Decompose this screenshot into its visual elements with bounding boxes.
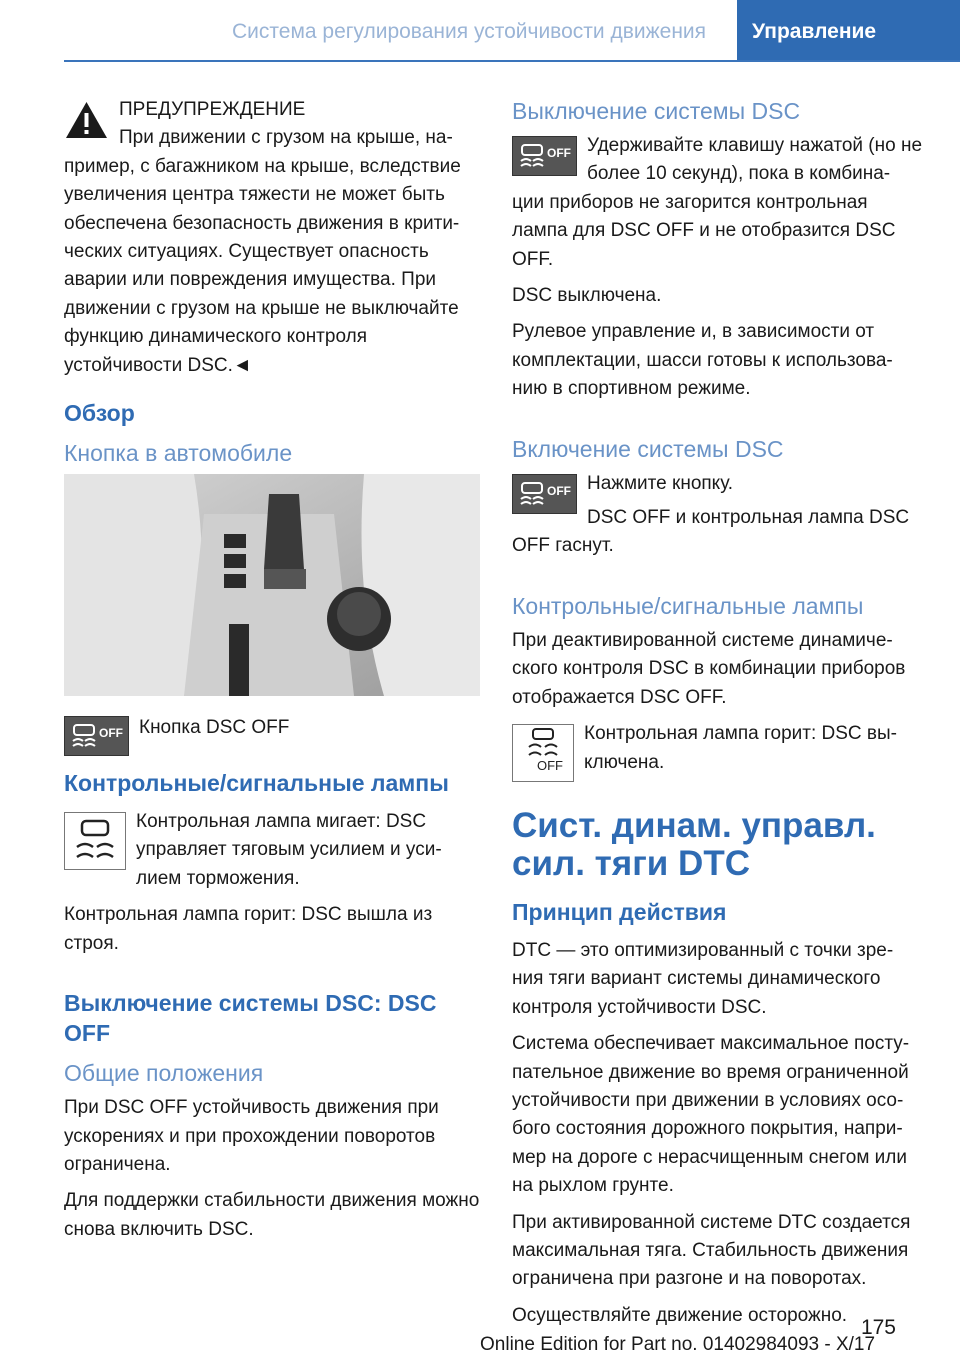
left-column [64, 96, 480, 1252]
off-instructions-row [512, 132, 924, 189]
warning-title: ПРЕДУПРЕЖДЕНИЕ [119, 99, 306, 120]
warning-text: пример, с багажником на крыше, вследствие увеличения центра тяжести не может быть обеспечена безопасность движения в крити-ческих ситуациях. Существует опасность аварии или повреждения имущества. При движении с грузом на крыше не выключайте функцию динамического контроля устойчивости DSC.◄ [64, 155, 461, 376]
lamps-right-text: При деактивированной системе динамиче-ского контроля DSC в комбинации приборов отображается DSC OFF. [512, 629, 906, 708]
lamp-on-text: Контрольная лампа горит: DSC вышла из строя. [64, 904, 433, 954]
heading-dsc-switch-on: Включение системы DSC [512, 435, 784, 462]
on-instructions-row [512, 470, 924, 569]
lamp-blink-row [64, 808, 480, 901]
dsc-off-icon-label: OFF [547, 483, 571, 498]
dsc-lamp-icon [64, 812, 126, 870]
dsc-off-lamp-icon [512, 724, 574, 782]
heading-overview: Обзор [64, 400, 135, 427]
dtc-text-4: Осуществляйте движение осторожно. [512, 1304, 848, 1326]
footer-edition: Online Edition for Part no. 01402984093 - X/17 [480, 1334, 876, 1355]
lamp-off-text: Контрольная лампа горит: DSC вы-ключена. [584, 723, 897, 773]
header-rule [64, 60, 960, 62]
dsc-off-lamp-label: OFF [537, 758, 563, 774]
button-caption: Кнопка DSC OFF [139, 717, 290, 739]
warning-first-line: При движении с грузом на крыше, на- [119, 127, 453, 149]
dsc-off-button-icon [512, 136, 577, 176]
dsc-off-button-icon [512, 474, 577, 514]
on-instruction-result: DSC OFF и контрольная лампа DSC OFF гаснут. [512, 507, 910, 557]
header-section-title: Система регулирования устойчивости движения [232, 20, 707, 43]
dtc-text-2: Система обеспечивает максимальное посту-пательное движение во время ограниченной устойчивости при движении в условиях осо-бого состояния дорожного покрытия, напри-мер на дороге с нерасчищенным снегом или на рыхлом грунте. [512, 1033, 910, 1197]
heading-lamps-left: Контрольные/сигнальные лампы [64, 770, 449, 797]
lamp-off-row [512, 720, 924, 785]
off-instructions-first: Удерживайте клавишу нажатой (но не более 10 секунд), пока в комбина- [587, 135, 923, 185]
heading-principle: Принцип действия [512, 898, 727, 925]
warning-block [64, 96, 480, 153]
lamp-blink-text: Контрольная лампа мигает: DSC управляет тяговым усилием и уси-лием торможения. [136, 811, 442, 889]
general-text-1: При DSC OFF устойчивость движения при ускорениях и при прохождении поворотов ограничена. [64, 1097, 439, 1175]
off-instructions-rest: ции приборов не загорится контрольная лампа для DSC OFF и не отобразится DSC OFF. [512, 191, 896, 270]
heading-lamps-right: Контрольные/сигнальные лампы [512, 592, 864, 619]
warning-icon [64, 100, 109, 145]
dsc-button-caption-row [64, 712, 480, 758]
dsc-button-photo [64, 474, 480, 696]
dsc-off-icon-label: OFF [99, 726, 123, 741]
header-chapter-tab: Управление [737, 0, 960, 62]
heading-dtc: Сист. динам. управл. сил. тяги DTC [512, 805, 876, 883]
heading-dsc-off: Выключение системы DSC: DSC OFF [64, 990, 437, 1047]
dsc-off-icon-label: OFF [547, 146, 571, 160]
heading-general: Общие положения [64, 1060, 264, 1087]
page-number: 175 [860, 1316, 896, 1339]
off-sport-text: Рулевое управление и, в зависимости от комплектации, шасси готовы к использова-нию в спортивном режиме. [512, 321, 893, 400]
on-instruction-press: Нажмите кнопку. [587, 472, 734, 494]
page-header [0, 0, 960, 62]
right-column [512, 96, 924, 1338]
general-text-2: Для поддержки стабильности движения можно снова включить DSC. [64, 1190, 480, 1240]
off-status-text: DSC выключена. [512, 285, 662, 307]
dtc-text-3: При активированной системе DTC создается максимальная тяга. Стабильность движения ограничена при разгоне и на поворотах. [512, 1211, 911, 1290]
heading-button-in-car: Кнопка в автомобиле [64, 440, 293, 467]
dsc-off-button-icon [64, 716, 129, 756]
dtc-text-1: DTC — это оптимизированный с точки зре-ния тяги вариант системы динамического контроля устойчивости DSC. [512, 939, 894, 1018]
heading-dsc-switch-off: Выключение системы DSC [512, 98, 801, 124]
